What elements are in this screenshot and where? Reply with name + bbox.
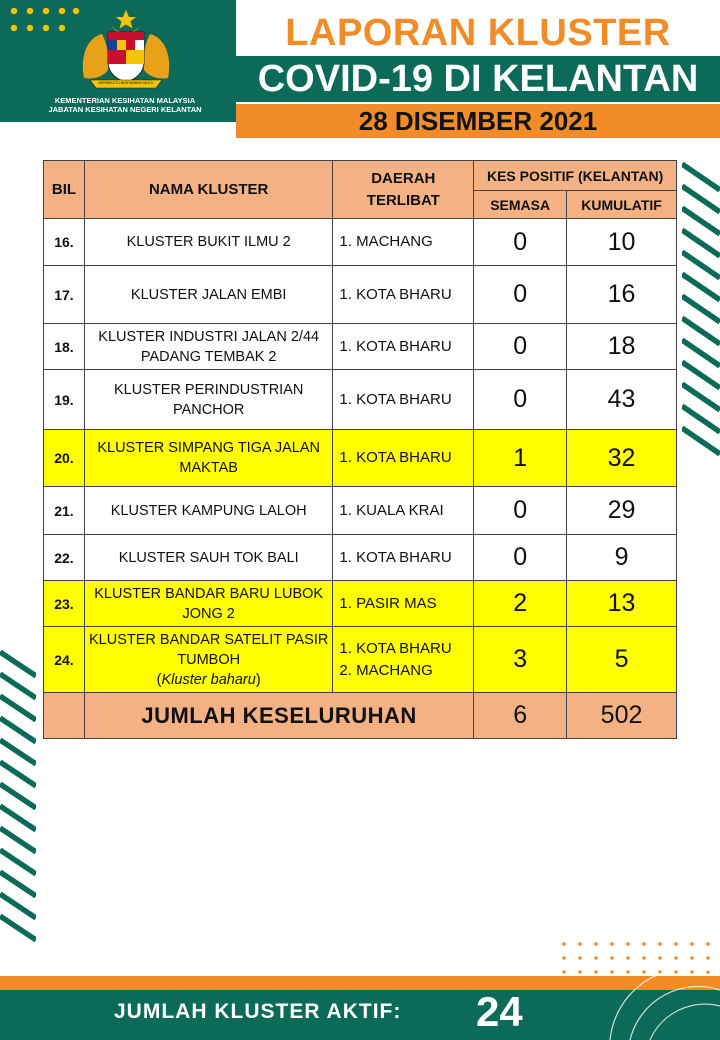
row-nama-kluster: KLUSTER PERINDUSTRIAN PANCHOR <box>84 370 332 430</box>
header-nama-kluster: NAMA KLUSTER <box>84 161 332 219</box>
table-header-row <box>44 161 677 191</box>
row-semasa: 1 <box>474 430 567 487</box>
row-nama-kluster: KLUSTER JALAN EMBI <box>84 266 332 324</box>
row-daerah: 1. KOTA BHARU 2. MACHANG <box>333 627 474 693</box>
row-nama-kluster: KLUSTER BANDAR BARU LUBOK JONG 2 <box>84 581 332 627</box>
table-row <box>44 487 677 535</box>
total-kumulatif: 502 <box>567 693 677 739</box>
row-kumulatif: 32 <box>567 430 677 487</box>
header-semasa: SEMASA <box>474 191 567 219</box>
row-nama-kluster: KLUSTER BANDAR SATELIT PASIR TUMBOH (Kluster baharu) <box>84 627 332 693</box>
row-semasa: 2 <box>474 581 567 627</box>
total-label: JUMLAH KESELURUHAN <box>84 693 473 739</box>
header-bil: BIL <box>44 161 85 219</box>
active-clusters-count: 24 <box>476 988 523 1035</box>
table-row <box>44 266 677 324</box>
cluster-table <box>43 160 677 739</box>
report-date: 28 DISEMBER 2021 <box>358 106 598 136</box>
row-bil: 23. <box>44 581 85 627</box>
row-daerah: 1. KOTA BHARU <box>333 324 474 370</box>
crest-ribbon-motto: BERSEKUTU BERTAMBAH MUTU <box>98 81 154 85</box>
title-line-1: LAPORAN KLUSTER <box>285 12 671 54</box>
active-clusters-label: JUMLAH KLUSTER AKTIF: <box>114 1000 402 1023</box>
row-semasa: 0 <box>474 219 567 266</box>
row-kumulatif: 43 <box>567 370 677 430</box>
row-bil: 19. <box>44 370 85 430</box>
row-semasa: 0 <box>474 487 567 535</box>
row-daerah: 1. KOTA BHARU <box>333 535 474 581</box>
decorative-stripes-left-icon <box>0 650 36 950</box>
title-line-2: COVID-19 DI KELANTAN <box>236 56 720 102</box>
row-kumulatif: 9 <box>567 535 677 581</box>
row-kumulatif: 13 <box>567 581 677 627</box>
table-row <box>44 535 677 581</box>
row-semasa: 0 <box>474 535 567 581</box>
total-semasa: 6 <box>474 693 567 739</box>
row-kumulatif: 5 <box>567 627 677 693</box>
table-row-highlighted <box>44 627 677 693</box>
header-daerah-terlibat: DAERAH TERLIBAT <box>333 161 474 219</box>
decorative-stripes-right-icon <box>682 160 720 460</box>
table-row <box>44 324 677 370</box>
row-kumulatif: 29 <box>567 487 677 535</box>
row-nama-kluster: KLUSTER BUKIT ILMU 2 <box>84 219 332 266</box>
row-kumulatif: 18 <box>567 324 677 370</box>
table-row-highlighted <box>44 581 677 627</box>
ministry-name: KEMENTERIAN KESIHATAN MALAYSIA JABATAN KESIHATAN NEGERI KELANTAN <box>48 96 202 114</box>
row-semasa: 0 <box>474 324 567 370</box>
row-bil: 18. <box>44 324 85 370</box>
table-row-highlighted <box>44 430 677 487</box>
row-kumulatif: 16 <box>567 266 677 324</box>
row-nama-kluster: KLUSTER INDUSTRI JALAN 2/44 PADANG TEMBAK 2 <box>84 324 332 370</box>
row-bil: 22. <box>44 535 85 581</box>
row-daerah: 1. KOTA BHARU <box>333 430 474 487</box>
table-total-row <box>44 693 677 739</box>
row-kumulatif: 10 <box>567 219 677 266</box>
row-bil: 21. <box>44 487 85 535</box>
header-kes-positif: KES POSITIF (KELANTAN) <box>474 161 677 191</box>
header-kumulatif: KUMULATIF <box>567 191 677 219</box>
decorative-dots-icon <box>10 6 80 40</box>
total-bil-empty <box>44 693 85 739</box>
table-row <box>44 219 677 266</box>
row-semasa: 0 <box>474 266 567 324</box>
row-bil: 17. <box>44 266 85 324</box>
new-cluster-note: (Kluster baharu) <box>156 671 261 688</box>
row-semasa: 3 <box>474 627 567 693</box>
row-bil: 16. <box>44 219 85 266</box>
row-semasa: 0 <box>474 370 567 430</box>
row-bil: 20. <box>44 430 85 487</box>
row-nama-kluster: KLUSTER SAUH TOK BALI <box>84 535 332 581</box>
table-row <box>44 370 677 430</box>
row-daerah: 1. KUALA KRAI <box>333 487 474 535</box>
decorative-arcs-icon <box>600 960 720 1040</box>
row-daerah: 1. PASIR MAS <box>333 581 474 627</box>
row-nama-kluster: KLUSTER KAMPUNG LALOH <box>84 487 332 535</box>
row-bil: 24. <box>44 627 85 693</box>
row-nama-kluster: KLUSTER SIMPANG TIGA JALAN MAKTAB <box>84 430 332 487</box>
row-daerah: 1. KOTA BHARU <box>333 370 474 430</box>
row-daerah: 1. MACHANG <box>333 219 474 266</box>
row-daerah: 1. KOTA BHARU <box>333 266 474 324</box>
